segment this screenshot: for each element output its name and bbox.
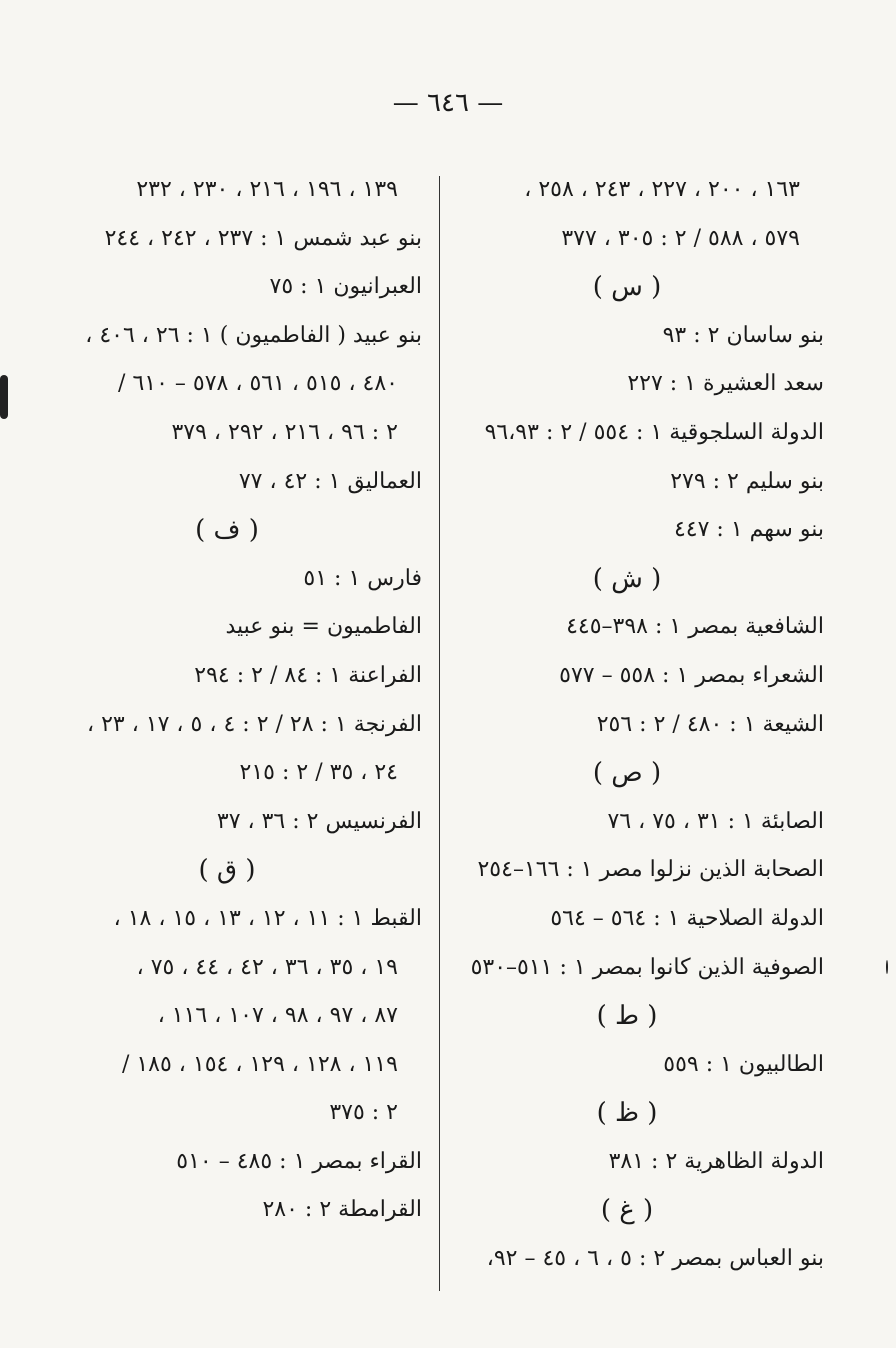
index-continuation-line: ٢٤ ، ٣٥ / ٢ : ٢١٥ <box>239 760 398 786</box>
index-entry: بنو العباس بمصر ٢ : ٥ ، ٦ ، ٤٥ – ٩٢، <box>486 1246 824 1272</box>
index-continuation-line: ١٩ ، ٣٥ ، ٣٦ ، ٤٢ ، ٤٤ ، ٧٥ ، <box>136 954 398 980</box>
index-letter-heading: ( ظ ) <box>596 1098 658 1129</box>
index-entry: بنو عبيد ( الفاطميون ) ١ : ٢٦ ، ٤٠٦ ، <box>85 322 422 348</box>
index-continuation-line: ١١٩ ، ١٢٨ ، ١٢٩ ، ١٥٤ ، ١٨٥ / <box>121 1051 398 1077</box>
index-entry: الفراعنة ١ : ٨٤ / ٢ : ٢٩٤ <box>194 662 422 688</box>
print-speck <box>0 375 8 419</box>
index-letter-heading: ( ص ) <box>592 758 662 789</box>
index-entry: بنو سهم ١ : ٤٤٧ <box>673 517 824 543</box>
index-letter-heading: ( ف ) <box>195 515 259 546</box>
index-entry: الصابئة ١ : ٣١ ، ٧٥ ، ٧٦ <box>607 808 824 834</box>
index-entry: العماليق ١ : ٤٢ ، ٧٧ <box>238 468 422 494</box>
index-column-left <box>32 166 428 1235</box>
index-entry: الشيعة ١ : ٤٨٠ / ٢ : ٢٥٦ <box>596 711 824 737</box>
index-entry: الطالبيون ١ : ٥٥٩ <box>663 1051 824 1077</box>
print-speck <box>886 960 888 974</box>
index-continuation-line: ٢ : ٩٦ ، ٢١٦ ، ٢٩٢ ، ٣٧٩ <box>171 419 398 445</box>
index-entry: الشافعية بمصر ١ : ٣٩٨–٤٤٥ <box>566 614 824 640</box>
index-entry: الصحابة الذين نزلوا مصر ١ : ١٦٦–٢٥٤ <box>477 857 824 883</box>
index-entry: العبرانيون ١ : ٧٥ <box>269 274 422 300</box>
index-continuation-line: ١٦٣ ، ٢٠٠ ، ٢٢٧ ، ٢٤٣ ، ٢٥٨ ، <box>524 177 800 202</box>
index-entry: القبط ١ : ١١ ، ١٢ ، ١٣ ، ١٥ ، ١٨ ، <box>113 905 422 931</box>
index-entry: القراء بمصر ١ : ٤٨٥ – ٥١٠ <box>176 1148 422 1174</box>
index-continuation-line: ٥٧٩ ، ٥٨٨ / ٢ : ٣٠٥ ، ٣٧٧ <box>561 225 800 251</box>
index-column-right <box>430 166 830 1284</box>
column-divider <box>439 176 440 1291</box>
page-number: — ٦٤٦ — <box>392 88 504 118</box>
index-entry: بنو ساسان ٢ : ٩٣ <box>662 322 824 348</box>
index-letter-heading: ( ش ) <box>592 563 662 594</box>
index-continuation-line: ٨٧ ، ٩٧ ، ٩٨ ، ١٠٧ ، ١١٦ ، <box>157 1003 398 1029</box>
index-entry: بنو عبد شمس ١ : ٢٣٧ ، ٢٤٢ ، ٢٤٤ <box>104 225 422 251</box>
index-entry: الدولة الظاهرية ٢ : ٣٨١ <box>608 1148 824 1174</box>
index-entry: فارس ١ : ٥١ <box>303 565 422 591</box>
index-letter-heading: ( ط ) <box>596 1001 658 1032</box>
index-letter-heading: ( ق ) <box>198 855 256 886</box>
index-continuation-line: ٢ : ٣٧٥ <box>329 1100 398 1126</box>
index-entry: القرامطة ٢ : ٢٨٠ <box>262 1197 422 1223</box>
index-entry: بنو سليم ٢ : ٢٧٩ <box>670 468 824 494</box>
index-letter-heading: ( غ ) <box>600 1195 654 1226</box>
index-entry: سعد العشيرة ١ : ٢٢٧ <box>627 371 824 397</box>
index-entry: الدولة السلجوقية ١ : ٥٥٤ / ٢ : ٩٦،٩٣ <box>484 419 824 445</box>
index-entry: الصوفية الذين كانوا بمصر ١ : ٥١١–٥٣٠ <box>470 954 824 980</box>
index-continuation-line: ٤٨٠ ، ٥١٥ ، ٥٦١ ، ٥٧٨ – ٦١٠ / <box>118 371 398 397</box>
index-entry: الفرنسيس ٢ : ٣٦ ، ٣٧ <box>216 808 422 834</box>
index-entry: الفرنجة ١ : ٢٨ / ٢ : ٤ ، ٥ ، ١٧ ، ٢٣ ، <box>86 711 422 737</box>
index-continuation-line: ١٣٩ ، ١٩٦ ، ٢١٦ ، ٢٣٠ ، ٢٣٢ <box>136 177 398 202</box>
index-entry: الفاطميون = بنو عبيد <box>225 614 422 640</box>
index-letter-heading: ( س ) <box>592 272 662 303</box>
index-entry: الدولة الصلاحية ١ : ٥٦٤ – ٥٦٤ <box>550 905 824 931</box>
index-entry: الشعراء بمصر ١ : ٥٥٨ – ٥٧٧ <box>559 662 824 688</box>
